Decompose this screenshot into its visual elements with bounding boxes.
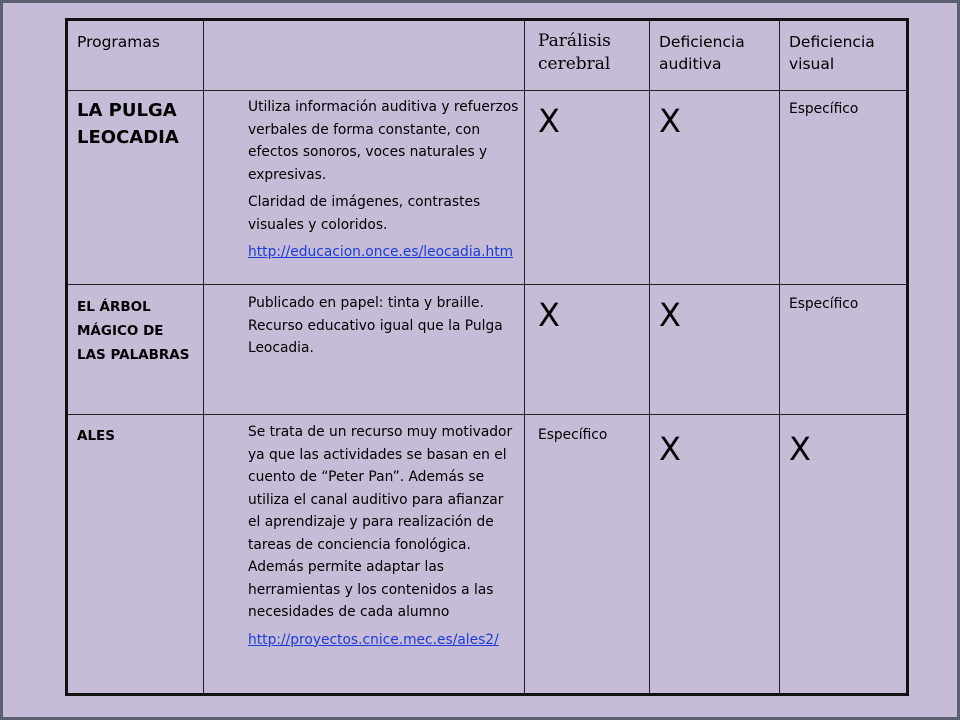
row-3-visual-mark: X (789, 430, 811, 468)
header-deficiencia-auditiva: Deficiencia auditiva (659, 33, 745, 73)
row-1-link[interactable]: http://educacion.once.es/leocadia.htm (248, 244, 514, 260)
column-divider (203, 21, 204, 693)
row-3-auditiva-mark: X (659, 430, 681, 468)
column-divider (649, 21, 650, 693)
row-1-programa: LA PULGA LEOCADIA (77, 100, 179, 148)
header-deficiencia-visual: Deficiencia visual (789, 33, 875, 73)
row-divider (68, 414, 906, 415)
column-divider (779, 21, 780, 693)
row-2-auditiva-mark: X (659, 296, 681, 334)
row-divider (68, 284, 906, 285)
row-1-visual-value: Específico (789, 101, 859, 117)
row-1-auditiva-mark: X (659, 102, 681, 140)
row-1-desc-imagenes: Claridad de imágenes, contrastes visuales y coloridos. (248, 194, 481, 233)
comparison-table (65, 18, 909, 696)
row-2-programa: EL ÁRBOL MÁGICO DE LAS PALABRAS (77, 299, 190, 363)
header-programas: Programas (77, 33, 160, 51)
row-3-programa: ALES (77, 428, 115, 444)
row-divider (68, 90, 906, 91)
column-divider (524, 21, 525, 693)
row-1-paralisis-mark: X (538, 102, 560, 140)
row-3-desc-texto: Se trata de un recurso muy motivador ya que las actividades se basan en el cuento de “Peter Pan”. Además se utiliza el canal auditivo para afianzar el aprendizaje y para realización de tareas de conciencia fonológica. Además permite adaptar las herramientas y los contenidos a las necesidades de cada alumno (248, 424, 513, 620)
row-3-link[interactable]: http://proyectos.cnice.mec.es/ales2/ (248, 631, 499, 648)
header-paralisis-cerebral: Parálisis cerebral (538, 31, 611, 74)
row-2-paralisis-mark: X (538, 296, 560, 334)
row-3-descripcion (248, 421, 516, 656)
row-2-visual-value: Específico (789, 296, 859, 312)
row-1-descripcion (248, 96, 520, 269)
row-1-desc-audio: Utiliza información auditiva y refuerzos verbales de forma constante, con efectos sonoros, voces naturales y expresivas. (248, 99, 519, 183)
row-2-descripcion: Publicado en papel: tinta y braille. Recurso educativo igual que la Pulga Leocadia. (248, 295, 503, 356)
row-3-paralisis-value: Específico (538, 427, 608, 443)
